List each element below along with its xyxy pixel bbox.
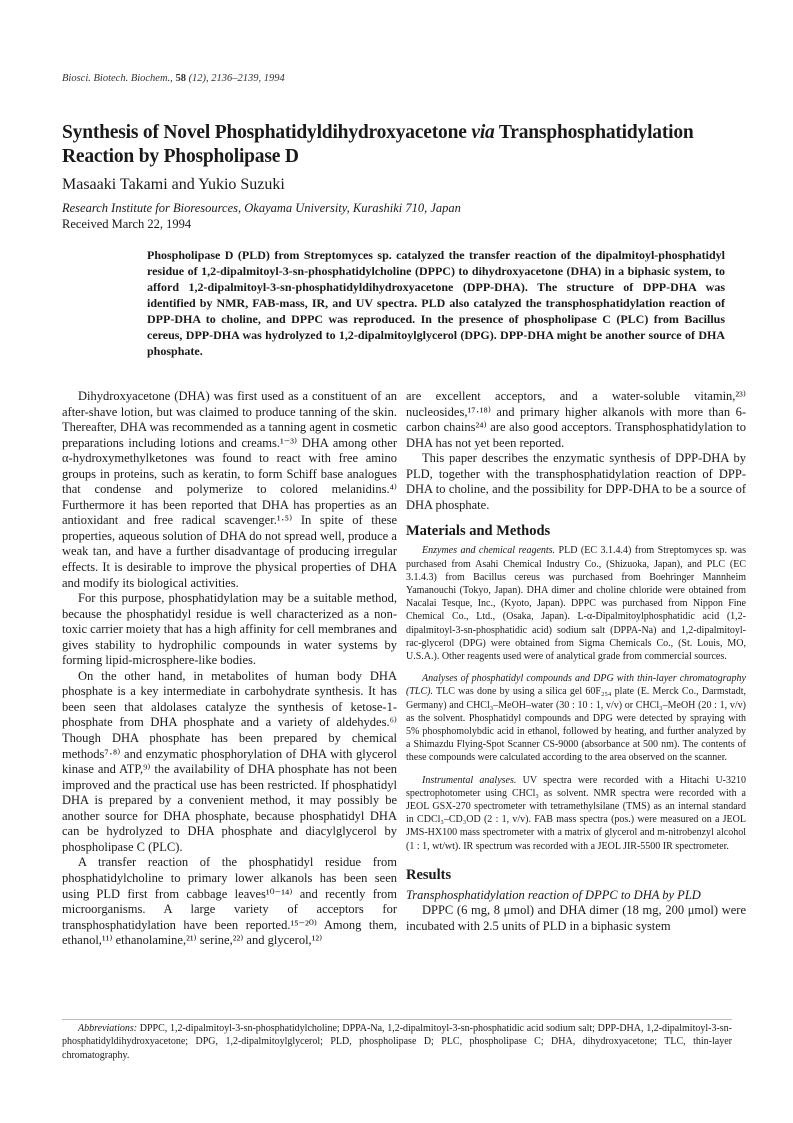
paper-title: [62, 121, 742, 169]
footnote-text: DPPC, 1,2-dipalmitoyl-3-sn-phosphatidylcholine; DPPA-Na, 1,2-dipalmitoyl-3-sn-phosphatidic acid sodium salt; DPP-DHA, 1,2-dipalmitoyl-3-sn-phosphatidyldihydroxyacetone; DPG, 1,2-dipalmitoylglycerol; PLD, phospholipase D; PLC, phospholipase C; DHA, dihydroxyacetone; TLC, thin-layer chromatography.: [62, 1023, 733, 1061]
intro-paragraph-3: On the other hand, in metabolites of human body DHA phosphate is a key intermediate in carbohydrate synthesis. It has been seen that aldolases catalyze the synthesis of ketose-1-phosphate from DHA phosphate and a variety of aldehydes.⁶⁾ Though DHA phosphate has been prepared by chemical methods⁷·⁸⁾ and enzymatic phosphorylation of DHA with glycerol kinase and ATP,⁹⁾ the availability of DHA phosphate has not been improved and the practical use has been restricted. If phosphatidyl DHA is prepared by a convenient method, it may possibly be another source for DHA phosphate, because phosphatidyl DHA can be hydrolyzed to DHA phosphate and diacylglycerol by phospholipase C (PLC).: [62, 668, 397, 854]
methods-tlc-paragraph: [406, 672, 746, 764]
journal-issue-pages: (12), 2136–2139, 1994: [188, 73, 285, 84]
abstract: [147, 247, 725, 359]
intro-paragraph-2: For this purpose, phosphatidylation may be a suitable method, because the phosphatidyl residue is well characterized as a non-toxic carrier moiety that has a high affinity for cell membranes and gives stability to hydrophilic compounds in water systems by forming lipid-microsphere-like bodies.: [62, 591, 397, 668]
journal-citation: [62, 73, 285, 84]
intro-paragraph-1: Dihydroxyacetone (DHA) was first used as a constituent of an after-shave lotion, but was claimed to produce tanning of the skin. Thereafter, DHA was recommended as a tanning agent in cosmetic preparations including lotions and creams.¹⁻³⁾ DHA among other α-hydroxymethylketones was found to react with free amino groups in proteins, such as keratin, to form Schiff base analogues that condense and polymerize to colored melanidins.⁴⁾ Furthermore it has been reported that DHA has properties as an antioxidant and free radical scavenger.¹·⁵⁾ In spite of these properties, aqueous solution of DHA do not spread well, produce a weak tan, and have a further disadvantage of producing irregular effects. It is desirable to improve the physical properties of DHA and modify its biological activities.: [62, 389, 397, 590]
methods-enzymes-text: PLD (EC 3.1.4.4) from Streptomyces sp. was purchased from Asahi Chemical Industry Co., (Shizuoka, Japan), and PLC (EC 3.1.4.3) from Bacillus cereus was purchased from Boehringer Mannheim Yamanouchi (Tokyo, Japan). DHA dimer and choline chloride were obtained from Nacalai Tesque, Inc., (Kyoto, Japan). DPPC was purchased from Nippon Fine Chemical Co., Ltd., (Osaka, Japan). L-α-Dipalmitoylphosphatidic acid (1,2-dipalmitoyl-3-sn-phosphatidic acid) sodium salt (DPPA-Na) and 1,2-dipalmitoyl-rac-glycerol (DPG) were obtained from Sigma Chemicals Co., (St. Louis, MO, U.S.A.). Other reagents used were of analytical grade from commercial sources.: [406, 545, 746, 662]
methods-instrumental-text: UV spectra were recorded with a Hitachi U-3210 spectrophotometer using CHCl₃ as solvent. NMR spectra were recorded with a JEOL GSX-270 spectrometer with tetramethylsilane (TMS) as an internal standard in CDCl₃–CD₃OD (2 : 1, v/v). FAB mass spectra (pos.) were measured on a JEOL JMS-HX100 mass spectrometer with a matrix of glycerol and m-nitrobenzyl alcohol (1 : 1, wt/wt). IR spectrum was recorded with a JEOL JIR-5500 IR spectrometer.: [406, 774, 747, 852]
affiliation: Research Institute for Bioresources, Okayama University, Kurashiki 710, Japan: [62, 201, 461, 215]
title-part-1: Synthesis of Novel Phosphatidyldihydroxyacetone: [62, 122, 467, 143]
abbreviations-footnote: [62, 1022, 732, 1062]
left-column: [62, 389, 397, 949]
intro-paragraph-5: are excellent acceptors, and a water-soluble vitamin,²³⁾ nucleosides,¹⁷·¹⁸⁾ and primary higher alkanols with more than 6-carbon chains²⁴⁾ are also good acceptors. Transphosphatidylation to DHA has not yet been reported.: [406, 389, 746, 450]
methods-enzymes-paragraph: [406, 544, 746, 663]
results-heading: Results: [406, 866, 452, 883]
methods-instrumental-paragraph: [406, 774, 746, 853]
results-paragraph-1: DPPC (6 mg, 8 μmol) and DHA dimer (18 mg, 200 μmol) were incubated with 2.5 units of PLD in a biphasic system: [406, 903, 746, 933]
journal-name: Biosci. Biotech. Biochem.,: [62, 73, 173, 84]
results-subheading: Transphosphatidylation reaction of DPPC to DHA by PLD: [406, 887, 701, 902]
abstract-text: Phospholipase D (PLD) from Streptomyces sp. catalyzed the transfer reaction of the dipalmitoyl-phosphatidyl residue of 1,2-dipalmitoyl-3-sn-phosphatidylcholine (DPPC) to dihydroxyacetone (DHA) in a biphasic system, to afford 1,2-dipalmitoyl-3-sn-phosphatidyldihydroxyacetone (DPP-DHA). The structure of DPP-DHA was identified by NMR, FAB-mass, IR, and UV spectra. PLD also catalyzed the transphosphatidylation reaction of DPP-DHA to choline, and DPPC was reproduced. In the presence of phospholipase C (PLC) from Bacillus cereus, DPP-DHA was hydrolyzed to 1,2-dipalmitoylglycerol (DPG). DPP-DHA might be another source of DHA phosphate.: [147, 248, 725, 358]
methods-instrumental-lead: Instrumental analyses.: [422, 774, 517, 786]
methods-heading: Materials and Methods: [406, 523, 551, 540]
journal-volume: 58: [175, 73, 186, 84]
footnote-divider: [62, 1019, 732, 1020]
methods-tlc-text: TLC was done by using a silica gel 60F₂₅₄ plate (E. Merck Co., Darmstadt, Germany) and CHCl₃–MeOH–water (30 : 10 : 1, v/v) or CHCl₃–MeOH (20 : 1, v/v) as the solvent. Phosphatidyl compounds and DPG were detected by spraying with 5% phosphomolybdic acid in ethanol, followed by heating, and further analyzed by a Shimazdu Flying-Spot Scanner CS-9000 (absorbance at 500 nm). The contents of these compounds were calculated according to the area observed on the scanner.: [406, 686, 746, 764]
footnote-lead: Abbreviations:: [78, 1023, 138, 1034]
methods-tlc-lead: Analyses of phosphatidyl compounds and DPG with thin-layer chromatography (TLC).: [406, 673, 746, 698]
title-part-2: Transphosphatidylation Reaction by Phospholipase D: [62, 122, 694, 167]
authors: Masaaki Takami and Yukio Suzuki: [62, 176, 285, 193]
methods-enzymes-lead: Enzymes and chemical reagents.: [422, 545, 556, 557]
intro-paragraph-6: This paper describes the enzymatic synthesis of DPP-DHA by PLD, together with the transphosphatidylation reaction of DPP-DHA to choline, and the possibility for DPP-DHA to be a source of DHA phosphate.: [406, 451, 746, 512]
right-column: [406, 389, 746, 934]
title-via: via: [471, 122, 495, 143]
intro-paragraph-4: A transfer reaction of the phosphatidyl residue from phosphatidylcholine to primary lower alkanols has been seen using PLD first from cabbage leaves¹⁰⁻¹⁴⁾ and recently from microorganisms. A large variety of acceptors for transphosphatidylation have been reported.¹⁵⁻²⁰⁾ Among them, ethanol,¹¹⁾ ethanolamine,²¹⁾ serine,²²⁾ and glycerol,¹²⁾: [62, 855, 397, 948]
received-date: Received March 22, 1994: [62, 217, 192, 231]
